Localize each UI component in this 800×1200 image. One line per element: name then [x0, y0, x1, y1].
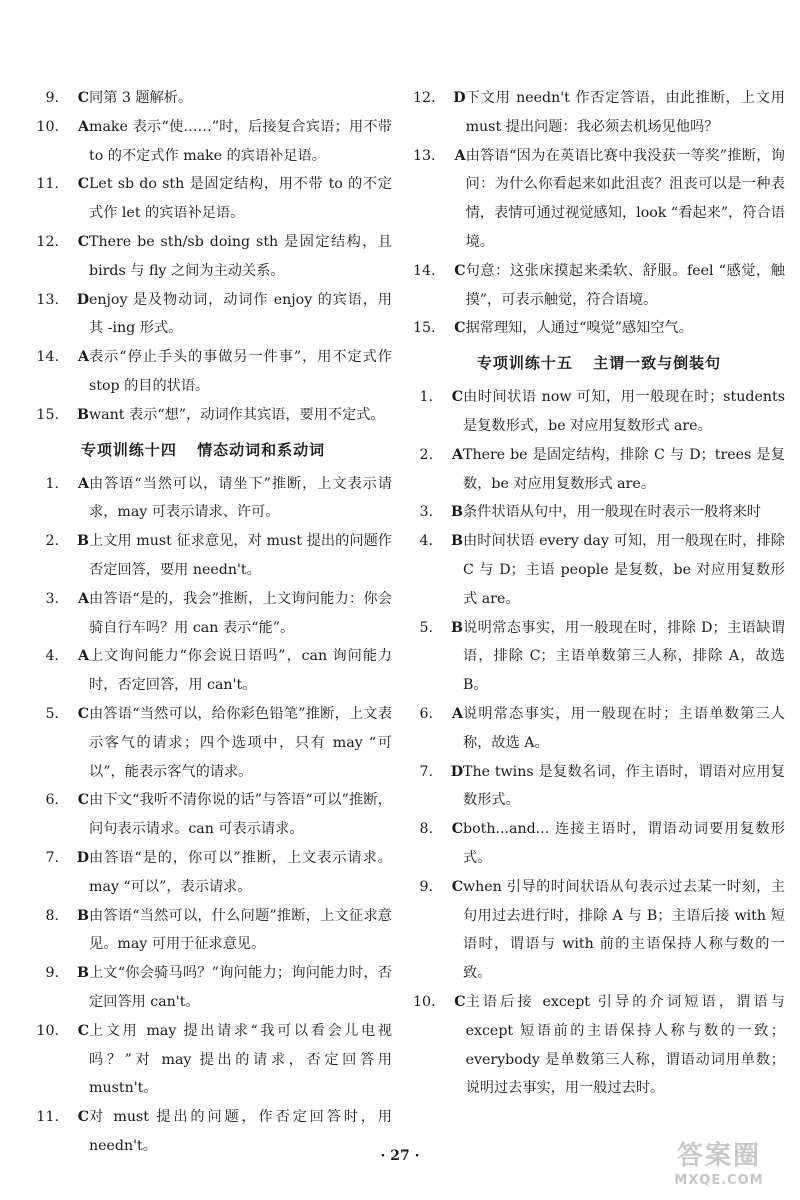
answer-item	[413, 441, 785, 499]
answer-letter: C	[77, 176, 89, 193]
answer-letter: C	[77, 1109, 89, 1126]
answer-item	[14, 585, 392, 643]
question-number: 12.	[413, 90, 436, 106]
question-number: 3.	[45, 590, 59, 607]
section-title: 专项训练十四 情态动词和系动词	[80, 440, 326, 459]
explanation-text: 上文用 may 提出请求“我可以看会儿电视吗？”对 may 提出的请求，否定回答用 mustn't。	[89, 1022, 392, 1097]
answer-item	[413, 314, 785, 343]
watermark-logo	[644, 1140, 794, 1196]
answer-letter: B	[77, 533, 89, 550]
answer-item	[14, 228, 392, 286]
item-head	[14, 113, 89, 171]
item-head	[14, 902, 89, 960]
answer-item	[413, 84, 785, 142]
left-column	[14, 84, 392, 1161]
question-number: 6.	[419, 705, 433, 722]
question-number: 13.	[36, 291, 59, 308]
item-head	[413, 700, 463, 758]
item-head	[413, 758, 463, 816]
question-number: 14.	[413, 262, 436, 279]
item-head	[413, 314, 466, 343]
answer-item	[14, 343, 392, 401]
answer-item	[14, 959, 392, 1017]
question-number: 15.	[413, 320, 436, 337]
answer-item	[14, 844, 392, 902]
explanation-text: 由下文“我听不清你说的话”与答语“可以”推断，问句表示请求。can 可表示请求。	[89, 792, 392, 838]
answer-item	[14, 1017, 392, 1103]
question-number: 12.	[36, 233, 59, 250]
answer-letter: B	[77, 965, 89, 982]
question-number: 4.	[45, 648, 59, 665]
answer-item	[14, 470, 392, 528]
question-number: 2.	[419, 446, 433, 463]
answer-letter: B	[77, 907, 89, 924]
item-head	[413, 142, 466, 257]
answer-letter: A	[454, 147, 466, 164]
item-head	[413, 498, 463, 527]
answer-item	[413, 700, 785, 758]
explanation-text: 上文用 must 征求意见，对 must 提出的问题作否定回答，要用 needn't。	[89, 533, 392, 578]
question-number: 7.	[45, 849, 59, 866]
item-head	[413, 84, 466, 142]
answer-letter: C	[454, 262, 466, 279]
answer-letter: C	[451, 821, 463, 838]
answer-item	[413, 758, 785, 816]
explanation-text: The twins 是复数名词，作主语时，谓语对应用复数形式。	[463, 763, 785, 809]
answer-letter: A	[451, 705, 463, 722]
question-number: 5.	[45, 705, 59, 722]
answer-letter: A	[77, 475, 89, 492]
answer-item	[413, 142, 785, 257]
item-head	[14, 401, 89, 430]
answer-item	[14, 170, 392, 228]
explanation-text: 据常理知，人通过“嗅觉”感知空气。	[465, 320, 693, 337]
explanation-text: There be 是固定结构，排除 C 与 D；trees 是复数，be 对应用复数形式 are。	[463, 446, 785, 492]
answer-letter: B	[451, 504, 463, 521]
explanation-text: 同第 3 题解析。	[89, 90, 193, 106]
answer-letter: B	[451, 533, 463, 550]
explanation-text: both...and... 连接主语时，谓语动词要用复数形式。	[463, 821, 785, 866]
item-head	[413, 441, 463, 499]
item-head	[14, 844, 89, 902]
explanation-text: when 引导的时间状语从句表示过去某一时刻，主句用过去进行时，排除 A 与 B；主语后接 with 短语时，谓语与 with 前的主语保持人称与数的一致。	[463, 878, 785, 982]
explanation-text: 由答语“当然可以，什么问题”推断，上文征求意见。may 可用于征求意见。	[89, 907, 392, 953]
answer-item	[413, 815, 785, 873]
explanation-text: 上文询问能力“你会说日语吗”，can 询问能力时，否定回答，用 can't。	[89, 648, 392, 694]
explanation-text: 下文用 needn't 作否定答语，由此推断，上文用 must 提出问题：我必须去机场见他吗？	[465, 90, 785, 135]
answer-item	[14, 113, 392, 171]
item-head	[14, 585, 89, 643]
answer-item	[413, 498, 785, 527]
question-number: 9.	[45, 90, 59, 106]
question-number: 11.	[36, 1109, 59, 1126]
question-number: 2.	[45, 533, 59, 550]
right-column	[413, 84, 785, 1103]
item-head	[413, 988, 466, 1103]
watermark-url: MXQE.COM	[674, 1173, 764, 1188]
item-head	[413, 527, 463, 613]
explanation-text: 说明常态事实，用一般现在时，排除 D；主语缺谓语，排除 C；主语单数第三人称，排除 A，故选 B。	[463, 619, 785, 694]
item-head	[14, 786, 89, 844]
explanation-text: 由时间状语 every day 可知，用一般现在时，排除 C 与 D；主语 people 是复数，be 对应用复数形式 are。	[463, 533, 785, 607]
answer-letter: C	[77, 1022, 89, 1039]
explanation-text: make 表示“使……”时，后接复合宾语；用不带 to 的不定式作 make 的宾语补足语。	[89, 118, 392, 164]
item-head	[413, 873, 463, 988]
explanation-text: enjoy 是及物动词，动词作 enjoy 的宾语，用其 -ing 形式。	[89, 291, 392, 337]
answer-letter: A	[77, 349, 89, 366]
answer-letter: C	[451, 389, 463, 406]
explanation-text: want 表示“想”，动词作其宾语，要用不定式。	[89, 406, 385, 423]
question-number: 6.	[45, 792, 59, 809]
answer-letter: C	[454, 320, 466, 337]
answer-letter: D	[76, 849, 89, 866]
answer-letter: C	[77, 705, 89, 722]
answer-letter: D	[76, 291, 89, 308]
answer-letter: C	[77, 233, 89, 250]
question-number: 14.	[36, 349, 59, 366]
item-head	[14, 286, 89, 344]
question-number: 1.	[45, 475, 59, 492]
answer-item	[14, 527, 392, 585]
item-head	[14, 1017, 89, 1103]
question-number: 11.	[36, 176, 59, 193]
question-number: 5.	[419, 619, 433, 636]
explanation-text: There be sth/sb doing sth 是固定结构，且 birds 与 fly 之间为主动关系。	[89, 233, 392, 279]
answer-letter: A	[77, 590, 89, 607]
item-head	[14, 700, 89, 786]
answer-item	[14, 786, 392, 844]
question-number: 3.	[419, 504, 433, 521]
question-number: 4.	[419, 533, 433, 550]
item-head	[14, 228, 89, 286]
question-number: 7.	[419, 763, 433, 780]
answer-letter: C	[451, 878, 463, 895]
answer-letter: A	[77, 118, 89, 135]
question-number: 10.	[413, 993, 436, 1010]
explanation-text: 条件状语从句中，用一般现在时表示一般将来时	[463, 504, 761, 521]
explanation-text: 表示“停止手头的事做另一件事”，用不定式作 stop 的目的状语。	[89, 349, 392, 394]
answer-item	[14, 286, 392, 344]
question-number: 9.	[45, 965, 59, 982]
answer-item	[413, 873, 785, 988]
answer-item	[413, 257, 785, 315]
item-head	[413, 815, 463, 873]
item-head	[14, 470, 89, 528]
answer-item	[14, 700, 392, 786]
answer-item	[413, 527, 785, 613]
explanation-text: 由答语“当然可以，给你彩色铅笔”推断，上文表示客气的请求；四个选项中，只有 may “可以”，能表示客气的请求。	[89, 705, 392, 780]
answer-item	[14, 642, 392, 700]
answer-item	[14, 902, 392, 960]
question-number: 8.	[45, 907, 59, 924]
section-title: 专项训练十五 主谓一致与倒装句	[476, 354, 722, 373]
question-number: 9.	[419, 878, 433, 895]
explanation-text: 对 must 提出的问题，作否定回答时，用 needn't。	[89, 1109, 392, 1154]
explanation-text: 由答语“因为在英语比赛中我没获一等奖”推断，询问：为什么你看起来如此沮丧？沮丧可以是一种表情，表情可通过视觉感知，look “看起来”，符合语境。	[465, 147, 785, 250]
item-head	[14, 642, 89, 700]
explanation-text: 句意：这张床摸起来柔软、舒服。feel “感觉，触摸”，可表示触觉，符合语境。	[465, 262, 785, 308]
answer-letter: B	[451, 619, 463, 636]
answer-item	[14, 401, 392, 430]
explanation-text: 由答语“是的，你可以”推断，上文表示请求。may “可以”，表示请求。	[89, 849, 392, 895]
answer-item	[14, 84, 392, 113]
answer-letter: C	[77, 90, 89, 106]
answer-letter: C	[77, 792, 89, 809]
question-number: 10.	[36, 1022, 59, 1039]
explanation-text: 说明常态事实，用一般现在时；主语单数第三人称，故选 A。	[463, 705, 785, 751]
explanation-text: 由答语“是的，我会”推断，上文询问能力：你会骑自行车吗？用 can 表示“能”。	[89, 590, 392, 636]
question-number: 8.	[419, 821, 433, 838]
explanation-text: 由时间状语 now 可知，用一般现在时；students 是复数形式，be 对应用复数形式 are。	[463, 389, 785, 434]
explanation-text: 上文“你会骑马吗？”询问能力；询问能力时，否定回答用 can't。	[89, 965, 392, 1010]
item-head	[413, 614, 463, 700]
answer-item	[413, 988, 785, 1103]
answer-letter: D	[453, 90, 466, 106]
answer-letter: D	[450, 763, 463, 780]
item-head	[14, 527, 89, 585]
answer-item	[413, 383, 785, 441]
explanation-text: 由答语“当然可以，请坐下”推断，上文表示请求，may 可表示请求、许可。	[89, 475, 392, 521]
item-head	[413, 257, 466, 315]
item-head	[14, 170, 89, 228]
item-head	[14, 959, 89, 1017]
question-number: 15.	[36, 406, 59, 423]
watermark-logo-text: 答案圈	[676, 1141, 761, 1171]
item-head	[14, 84, 89, 113]
item-head	[14, 343, 89, 401]
explanation-text: 主语后接 except 引导的介词短语，谓语与 except 短语前的主语保持人称与数的一致；everybody 是单数第三人称，谓语动词用单数；说明过去事实，用一般过去时。	[465, 993, 785, 1097]
question-number: 13.	[413, 147, 436, 164]
question-number: 10.	[36, 118, 59, 135]
item-head	[413, 383, 463, 441]
explanation-text: Let sb do sth 是固定结构，用不带 to 的不定式作 let 的宾语补足语。	[89, 176, 392, 222]
answer-item	[413, 614, 785, 700]
answer-letter: A	[451, 446, 463, 463]
answer-letter: C	[454, 993, 466, 1010]
answer-letter: A	[77, 648, 89, 665]
answer-letter: B	[77, 406, 89, 423]
page-number: · 27 ·	[380, 1148, 420, 1164]
question-number: 1.	[419, 389, 433, 406]
